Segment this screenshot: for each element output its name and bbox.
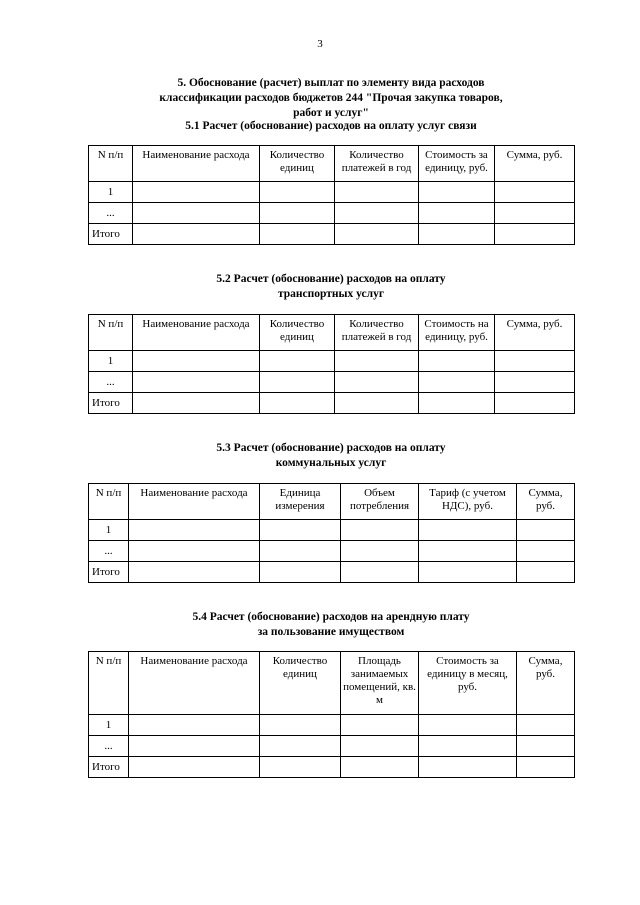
header-cell: Наименование расхода xyxy=(129,652,260,715)
table-cell xyxy=(341,562,419,583)
header-cell: Наименование расхода xyxy=(133,146,260,182)
header-cell: N п/п xyxy=(89,652,129,715)
table-row xyxy=(89,541,575,562)
table-cell xyxy=(260,393,335,414)
header-cell: Наименование расхода xyxy=(133,315,260,351)
main-heading xyxy=(88,76,574,121)
header-cell: Количество платежей в год xyxy=(335,146,419,182)
table-cell xyxy=(495,372,575,393)
table-cell xyxy=(419,224,495,245)
table-row-total xyxy=(89,757,575,778)
section-title-line: за пользование имуществом xyxy=(257,626,405,638)
table-cell: 1 xyxy=(89,520,129,541)
table-cell xyxy=(129,715,260,736)
expense-table xyxy=(88,483,575,583)
header-cell: Сумма, руб. xyxy=(495,315,575,351)
table-cell: ... xyxy=(89,203,133,224)
table-cell xyxy=(129,541,260,562)
table-cell xyxy=(495,351,575,372)
section-title-line: коммунальных услуг xyxy=(275,457,387,469)
table-cell xyxy=(341,736,419,757)
table-cell xyxy=(341,715,419,736)
table-cell xyxy=(260,562,341,583)
section-title xyxy=(88,272,574,302)
header-cell: Единица измерения xyxy=(260,484,341,520)
table-cell xyxy=(495,393,575,414)
header-cell: Стоимость на единицу, руб. xyxy=(419,315,495,351)
expense-table xyxy=(88,651,575,778)
table-row xyxy=(89,715,575,736)
section-title-line: 5.3 Расчет (обоснование) расходов на оплату xyxy=(216,442,446,454)
main-heading-line: классификации расходов бюджетов 244 "Прочая закупка товаров, xyxy=(159,92,503,104)
table-cell xyxy=(495,203,575,224)
table-cell xyxy=(419,351,495,372)
table-cell xyxy=(495,224,575,245)
table-cell xyxy=(260,715,341,736)
header-cell: Количество платежей в год xyxy=(335,315,419,351)
table-cell xyxy=(260,224,335,245)
table-cell xyxy=(260,520,341,541)
table-cell xyxy=(419,757,517,778)
table-cell xyxy=(419,541,517,562)
table-cell xyxy=(341,541,419,562)
expense-table xyxy=(88,145,575,245)
table-cell xyxy=(335,224,419,245)
table-cell xyxy=(419,372,495,393)
table-cell xyxy=(419,203,495,224)
page-number: 3 xyxy=(317,38,323,50)
table-cell xyxy=(133,393,260,414)
total-label: Итого xyxy=(89,224,133,245)
table-cell xyxy=(335,393,419,414)
table-row xyxy=(89,520,575,541)
expense-table xyxy=(88,314,575,414)
table-cell xyxy=(341,757,419,778)
table-cell xyxy=(335,182,419,203)
table-cell xyxy=(419,520,517,541)
table-cell xyxy=(517,736,575,757)
table-cell xyxy=(335,372,419,393)
total-label: Итого xyxy=(89,393,133,414)
section-title xyxy=(88,441,574,471)
main-heading-line: 5. Обоснование (расчет) выплат по элементу вида расходов xyxy=(177,77,485,89)
header-cell: Сумма, руб. xyxy=(495,146,575,182)
main-heading-line: работ и услуг" xyxy=(293,107,369,119)
table-cell: 1 xyxy=(89,715,129,736)
section-title-line: 5.1 Расчет (обоснование) расходов на оплату услуг связи xyxy=(185,120,477,132)
table-row-total xyxy=(89,224,575,245)
table-cell xyxy=(129,562,260,583)
table-row-total xyxy=(89,562,575,583)
header-cell: Сумма, руб. xyxy=(517,484,575,520)
table-cell xyxy=(341,520,419,541)
table-cell: 1 xyxy=(89,182,133,203)
table-row xyxy=(89,351,575,372)
total-label: Итого xyxy=(89,562,129,583)
table-row xyxy=(89,372,575,393)
table-cell xyxy=(419,182,495,203)
table-cell xyxy=(419,715,517,736)
header-cell: Стоимость за единицу в месяц, руб. xyxy=(419,652,517,715)
table-cell: ... xyxy=(89,541,129,562)
table-cell xyxy=(129,757,260,778)
table-cell: ... xyxy=(89,372,133,393)
table-cell xyxy=(133,182,260,203)
header-cell: N п/п xyxy=(89,146,133,182)
header-cell: Количество единиц xyxy=(260,146,335,182)
table-cell xyxy=(260,351,335,372)
header-cell: Стоимость за единицу, руб. xyxy=(419,146,495,182)
table-row xyxy=(89,736,575,757)
total-label: Итого xyxy=(89,757,129,778)
table-row xyxy=(89,203,575,224)
table-cell xyxy=(133,372,260,393)
table-cell xyxy=(260,757,341,778)
table-cell xyxy=(260,372,335,393)
header-cell: Сумма, руб. xyxy=(517,652,575,715)
table-cell xyxy=(419,562,517,583)
table-cell xyxy=(495,182,575,203)
table-cell xyxy=(260,182,335,203)
table-cell xyxy=(260,736,341,757)
table-cell xyxy=(133,224,260,245)
table-cell xyxy=(335,203,419,224)
table-cell xyxy=(517,562,575,583)
header-cell: Количество единиц xyxy=(260,652,341,715)
table-cell xyxy=(517,520,575,541)
header-cell: Тариф (с учетом НДС), руб. xyxy=(419,484,517,520)
section-title-line: 5.4 Расчет (обоснование) расходов на арендную плату xyxy=(192,611,470,623)
table-cell xyxy=(133,351,260,372)
header-cell: N п/п xyxy=(89,315,133,351)
table-row xyxy=(89,182,575,203)
table-cell xyxy=(260,541,341,562)
header-cell: N п/п xyxy=(89,484,129,520)
header-cell: Количество единиц xyxy=(260,315,335,351)
header-cell: Площадь занимаемых помещений, кв. м xyxy=(341,652,419,715)
section-title-line: 5.2 Расчет (обоснование) расходов на оплату xyxy=(216,273,446,285)
table-cell xyxy=(129,520,260,541)
table-cell xyxy=(517,715,575,736)
section-title xyxy=(88,610,574,640)
table-cell xyxy=(129,736,260,757)
header-cell: Объем потребления xyxy=(341,484,419,520)
table-cell: 1 xyxy=(89,351,133,372)
table-cell xyxy=(517,541,575,562)
table-cell xyxy=(133,203,260,224)
table-cell xyxy=(419,393,495,414)
header-cell: Наименование расхода xyxy=(129,484,260,520)
table-cell xyxy=(419,736,517,757)
table-row-total xyxy=(89,393,575,414)
table-cell: ... xyxy=(89,736,129,757)
section-title xyxy=(88,119,574,134)
section-title-line: транспортных услуг xyxy=(277,288,385,300)
table-cell xyxy=(517,757,575,778)
table-cell xyxy=(335,351,419,372)
table-cell xyxy=(260,203,335,224)
